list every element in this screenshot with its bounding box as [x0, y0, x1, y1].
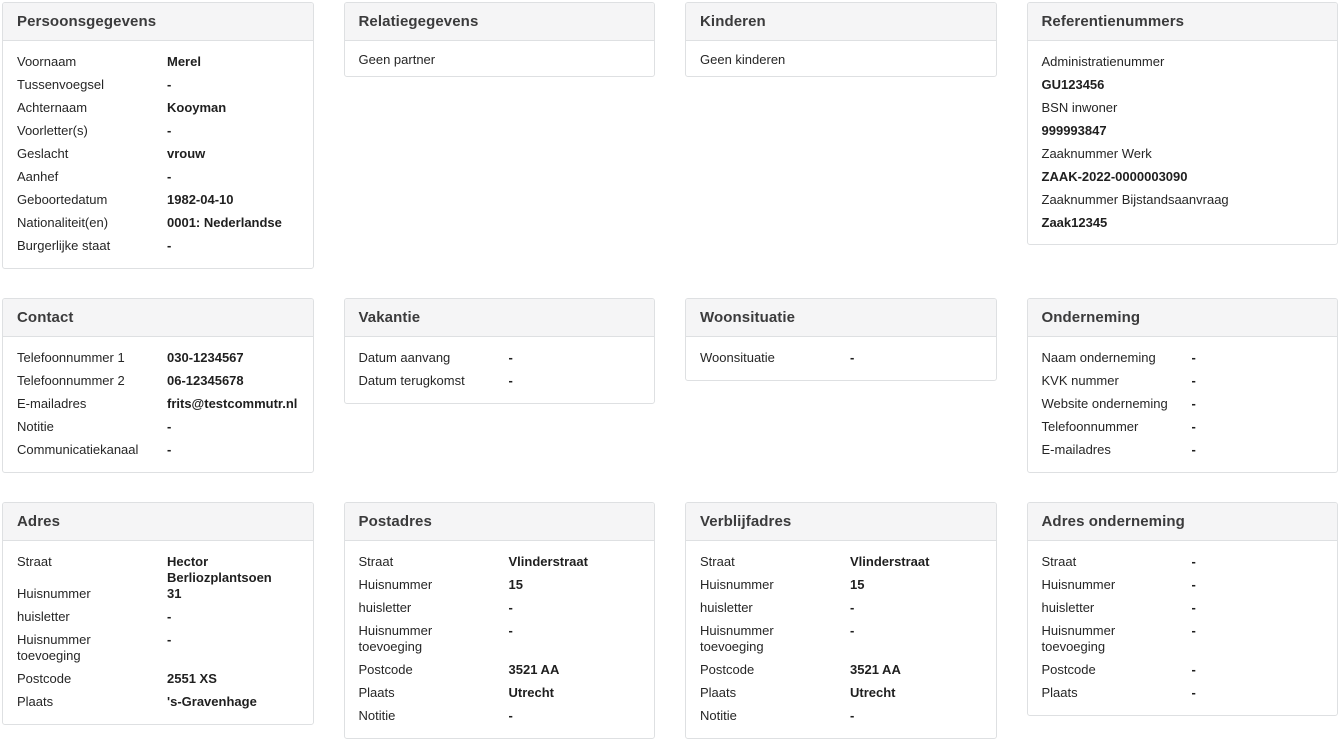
reference-value: GU123456	[1041, 77, 1105, 92]
field-row	[700, 685, 982, 708]
field-row	[700, 350, 982, 373]
field-label: E-mailadres	[1041, 442, 1111, 457]
card-title: Woonsituatie	[700, 309, 796, 326]
field-label: Telefoonnummer	[1041, 419, 1139, 434]
field-row	[1042, 662, 1324, 685]
field-row	[17, 554, 299, 586]
card-header	[686, 299, 996, 337]
field-value: Hector Berliozplantsoen	[167, 554, 272, 585]
field-value: -	[1191, 442, 1196, 457]
field-row	[17, 146, 299, 169]
field-label: Notitie	[700, 708, 737, 723]
field-label: Huisnummer toevoeging	[1041, 623, 1116, 654]
field-row	[700, 708, 982, 731]
field-value: 06-12345678	[167, 373, 244, 388]
card-verblijfadres	[685, 502, 997, 739]
field-label: Achternaam	[17, 100, 88, 115]
card-title: Onderneming	[1041, 309, 1141, 326]
field-row	[359, 685, 641, 708]
field-row	[700, 662, 982, 685]
card-title: Adres onderneming	[1041, 513, 1185, 530]
field-value: 15	[850, 577, 865, 592]
card-body	[3, 41, 313, 268]
field-label: Straat	[17, 554, 52, 569]
field-value: -	[1191, 623, 1196, 638]
field-row	[359, 373, 641, 396]
field-row	[359, 577, 641, 600]
card-header	[345, 503, 655, 541]
empty-state-message: Geen kinderen	[700, 52, 786, 67]
field-label: Notitie	[17, 419, 54, 434]
field-value: -	[167, 442, 172, 457]
field-label: Straat	[700, 554, 735, 569]
field-label: Plaats	[17, 694, 54, 709]
card-body	[3, 337, 313, 472]
field-label: Straat	[1041, 554, 1077, 569]
field-value: vrouw	[167, 146, 206, 161]
field-label: huisletter	[358, 600, 412, 615]
field-value: -	[1191, 685, 1196, 700]
card-body	[686, 41, 996, 76]
field-label: Postcode	[1041, 662, 1096, 677]
card-header	[3, 3, 313, 41]
field-label: Huisnummer toevoeging	[700, 623, 774, 654]
field-row	[700, 600, 982, 623]
field-row	[1042, 350, 1324, 373]
field-row	[17, 100, 299, 123]
reference-label: Zaaknummer Werk	[1041, 146, 1152, 161]
field-value: -	[508, 708, 513, 723]
field-row	[1042, 577, 1324, 600]
field-label: KVK nummer	[1041, 373, 1119, 388]
field-value: -	[167, 238, 172, 253]
field-row	[17, 632, 299, 671]
reference-group	[1042, 100, 1324, 139]
card-onderneming	[1027, 298, 1339, 473]
field-value: -	[167, 609, 172, 624]
field-value: 31	[167, 586, 182, 601]
field-label: Aanhef	[17, 169, 59, 184]
card-title: Verblijfadres	[700, 513, 792, 530]
reference-value: ZAAK-2022-0000003090	[1041, 169, 1188, 184]
field-label: Voornaam	[17, 54, 77, 69]
card-title: Referentienummers	[1041, 13, 1185, 30]
field-value: -	[1191, 419, 1196, 434]
field-label: Communicatiekanaal	[17, 442, 139, 457]
field-value: -	[167, 419, 172, 434]
field-value: -	[508, 350, 513, 365]
field-row	[17, 609, 299, 632]
card-title: Postadres	[358, 513, 432, 530]
field-label: Huisnummer	[700, 577, 774, 592]
field-label: E-mailadres	[17, 396, 87, 411]
field-label: Voorletter(s)	[17, 123, 88, 138]
field-value: -	[167, 169, 172, 184]
field-value: -	[1191, 662, 1196, 677]
field-label: Huisnummer toevoeging	[17, 632, 91, 663]
field-value: -	[850, 623, 855, 638]
field-label: Burgerlijke staat	[17, 238, 111, 253]
card-adres-onderneming	[1027, 502, 1339, 716]
field-label: huisletter	[1041, 600, 1095, 615]
field-value: -	[850, 708, 855, 723]
field-value: 's-Gravenhage	[167, 694, 257, 709]
card-header	[1028, 3, 1338, 41]
card-body	[3, 541, 313, 724]
field-label: Nationaliteit(en)	[17, 215, 109, 230]
field-label: Huisnummer	[1041, 577, 1116, 592]
card-header	[1028, 299, 1338, 337]
card-body	[686, 337, 996, 380]
field-label: Website onderneming	[1041, 396, 1168, 411]
field-value: -	[1191, 600, 1196, 615]
field-row	[17, 192, 299, 215]
cards-grid	[2, 2, 1338, 739]
field-value: 3521 AA	[850, 662, 901, 677]
field-row	[17, 77, 299, 100]
card-adres	[2, 502, 314, 725]
field-label: Notitie	[358, 708, 396, 723]
reference-group	[1042, 54, 1324, 93]
field-value: Utrecht	[850, 685, 896, 700]
field-value: -	[1191, 554, 1196, 569]
field-row	[359, 662, 641, 685]
card-title: Vakantie	[358, 309, 421, 326]
field-value: 15	[508, 577, 523, 592]
card-header	[3, 503, 313, 541]
field-label: Huisnummer	[17, 586, 91, 601]
field-value: 030-1234567	[167, 350, 244, 365]
reference-value: 999993847	[1041, 123, 1107, 138]
field-label: Postcode	[17, 671, 72, 686]
field-value: frits@testcommutr.nl	[167, 396, 298, 411]
field-row	[17, 169, 299, 192]
card-body	[345, 541, 655, 738]
field-row	[17, 419, 299, 442]
field-row	[17, 54, 299, 77]
card-header	[686, 503, 996, 541]
field-row	[359, 554, 641, 577]
field-label: Telefoonnummer 1	[17, 350, 125, 365]
field-label: Datum terugkomst	[358, 373, 465, 388]
field-label: Naam onderneming	[1041, 350, 1156, 365]
field-label: Geboortedatum	[17, 192, 108, 207]
field-value: 1982-04-10	[167, 192, 234, 207]
card-contact	[2, 298, 314, 473]
reference-group	[1042, 192, 1324, 231]
card-body	[1028, 41, 1338, 244]
field-label: Huisnummer	[358, 577, 433, 592]
card-body	[686, 541, 996, 738]
field-row	[17, 671, 299, 694]
field-label: huisletter	[17, 609, 70, 624]
card-body	[345, 337, 655, 403]
card-body	[1028, 337, 1338, 472]
field-row	[17, 396, 299, 419]
field-row	[17, 694, 299, 717]
field-value: Utrecht	[508, 685, 555, 700]
field-row	[1042, 396, 1324, 419]
field-label: Postcode	[358, 662, 413, 677]
field-row	[1042, 373, 1324, 396]
field-value: -	[508, 600, 513, 615]
field-value: Kooyman	[167, 100, 227, 115]
field-row	[17, 373, 299, 396]
field-row	[1042, 623, 1324, 662]
field-label: Plaats	[1041, 685, 1078, 700]
card-woonsituatie	[685, 298, 997, 381]
field-value: Vlinderstraat	[508, 554, 588, 569]
card-header	[345, 299, 655, 337]
card-header	[345, 3, 655, 41]
field-row	[359, 708, 641, 731]
field-value: -	[1191, 396, 1196, 411]
field-row	[17, 442, 299, 465]
field-label: huisletter	[700, 600, 753, 615]
field-row	[359, 623, 641, 662]
field-value: -	[1191, 373, 1196, 388]
card-postadres	[344, 502, 656, 739]
reference-group	[1042, 146, 1324, 185]
card-header	[686, 3, 996, 41]
field-row	[359, 350, 641, 373]
field-value: -	[167, 77, 172, 92]
field-value: 2551 XS	[167, 671, 217, 686]
field-label: Huisnummer toevoeging	[358, 623, 433, 654]
field-row	[359, 600, 641, 623]
card-title: Contact	[17, 309, 74, 326]
reference-value: Zaak12345	[1041, 215, 1108, 230]
card-relatiegegevens	[344, 2, 656, 77]
card-persoonsgegevens	[2, 2, 314, 269]
field-label: Tussenvoegsel	[17, 77, 104, 92]
card-header	[3, 299, 313, 337]
card-vakantie	[344, 298, 656, 404]
card-title: Adres	[17, 513, 61, 530]
card-header	[1028, 503, 1338, 541]
field-row	[1042, 554, 1324, 577]
field-row	[1042, 442, 1324, 465]
field-label: Datum aanvang	[358, 350, 451, 365]
field-label: Woonsituatie	[700, 350, 775, 365]
reference-label: Administratienummer	[1041, 54, 1165, 69]
field-value: -	[508, 373, 513, 388]
card-title: Relatiegegevens	[358, 13, 479, 30]
field-value: -	[1191, 577, 1196, 592]
card-title: Persoonsgegevens	[17, 13, 157, 30]
card-referentienummers	[1027, 2, 1339, 245]
field-row	[700, 623, 982, 662]
field-row	[700, 577, 982, 600]
field-value: 3521 AA	[508, 662, 560, 677]
empty-state-message: Geen partner	[358, 52, 436, 67]
field-row	[17, 215, 299, 238]
field-value: Merel	[167, 54, 201, 69]
field-row	[17, 123, 299, 146]
field-row	[1042, 600, 1324, 623]
field-label: Postcode	[700, 662, 755, 677]
field-value: Vlinderstraat	[850, 554, 930, 569]
field-row	[1042, 419, 1324, 442]
field-row	[700, 554, 982, 577]
card-title: Kinderen	[700, 13, 766, 30]
field-value: -	[167, 632, 172, 647]
card-body	[1028, 541, 1338, 715]
field-label: Geslacht	[17, 146, 69, 161]
reference-label: BSN inwoner	[1041, 100, 1118, 115]
field-value: -	[850, 350, 855, 365]
field-label: Plaats	[700, 685, 737, 700]
reference-label: Zaaknummer Bijstandsaanvraag	[1041, 192, 1229, 207]
card-kinderen	[685, 2, 997, 77]
field-label: Telefoonnummer 2	[17, 373, 125, 388]
field-row	[17, 238, 299, 261]
field-value: -	[508, 623, 513, 638]
card-body	[345, 41, 655, 76]
field-value: -	[850, 600, 855, 615]
field-value: -	[1191, 350, 1196, 365]
field-label: Straat	[358, 554, 394, 569]
field-row	[17, 350, 299, 373]
field-row	[17, 586, 299, 609]
field-row	[1042, 685, 1324, 708]
field-value: 0001: Nederlandse	[167, 215, 282, 230]
field-value: -	[167, 123, 172, 138]
field-label: Plaats	[358, 685, 395, 700]
